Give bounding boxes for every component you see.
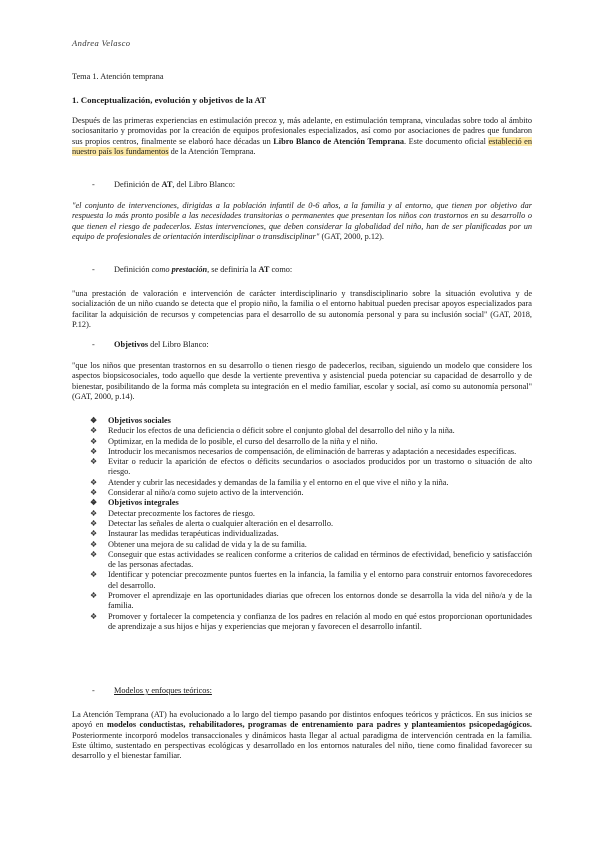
dash-bullet: - <box>92 340 95 349</box>
integral-objectives-title: ❖ Objetivos integrales <box>90 498 532 508</box>
models-heading: - Modelos y enfoques teóricos: <box>92 686 212 695</box>
author-header: Andrea Velasco <box>72 38 131 48</box>
objectives-bullets <box>90 416 532 632</box>
list-item: ❖ Atender y cubrir las necesidades y demandas de la familia y el entorno en el que vive el niño y la niña. <box>90 478 532 488</box>
highlighted-text: estableció en nuestro país los fundamentos <box>72 136 533 156</box>
list-item: ❖ Introducir los mecanismos necesarios de compensación, de eliminación de barreras y adaptación a necesidades específicas. <box>90 447 532 457</box>
list-item: ❖ Detectar las señales de alerta o cualquier alteración en el desarrollo. <box>90 519 532 529</box>
list-item: ❖ Instaurar las medidas terapéuticas individualizadas. <box>90 529 532 539</box>
social-objectives-title: ❖ Objetivos sociales <box>90 416 532 426</box>
list-item: ❖ Promover y fortalecer la competencia y confianza de los padres en relación al modo en qué estos proporcionan oportunidades de aprendizaje a sus hijos e hijas y experiencias que mejoran y favorecen el desarrollo infantil. <box>90 612 532 633</box>
list-item: ❖ Optimizar, en la medida de lo posible, el curso del desarrollo de la niña y el niño. <box>90 437 532 447</box>
topic-title: Tema 1. Atención temprana <box>72 72 164 81</box>
list-item: ❖ Evitar o reducir la aparición de efectos o déficits secundarios o asociados producidos por un trastorno o situación de alto riesgo. <box>90 457 532 478</box>
objectives-list <box>90 416 532 632</box>
list-item: ❖ Reducir los efectos de una deficiencia o déficit sobre el conjunto global del desarrollo del niño y la niña. <box>90 426 532 436</box>
list-item: ❖ Obtener una mejora de su calidad de vida y la de su familia. <box>90 540 532 550</box>
quote-objectives: "que los niños que presentan trastornos en su desarrollo o tienen riesgo de padecerlos, reciban, siguiendo un modelo que considere los aspectos biopsicosociales, todo aquello que desde la vertiente preventiva y asistencial pueda potenciar su capacidad de desarrollo y de bienestar, posibilitando de la forma más completa su integración en el medio familiar, escolar y social, así como su autonomía personal" (GAT, 2000, p.14). <box>72 361 532 401</box>
quote-definition-at: "el conjunto de intervenciones, dirigidas a la población infantil de 0-6 años, a la familia y al entorno, que tienen por objetivo dar respuesta lo más pronto posible a las necesidades transitorias o permanentes que presentan los niños con trastornos en su desarrollo o que tienen el riesgo de padecerlos. Estas intervenciones, que deben considerar la globalidad del niño, han de ser planificadas por un equipo de profesionales de orientación interdisciplinar o transdisciplinar" (GAT, 2000, p.12). <box>72 201 532 241</box>
models-paragraph: La Atención Temprana (AT) ha evolucionado a lo largo del tiempo pasando por distintos enfoques teóricos y prácticos. En sus inicios se apoyó en modelos conductistas, rehabilitadores, programas de entrenamiento para padres y planteamientos psicopedagógicos. Posteriormente incorporó modelos transaccionales y dinámicos hasta llegar al actual paradigma de intervención centrada en la familia. Este último, sustentado en perspectivas ecológicas y desarrollado en los entornos naturales del niño, tiene como finalidad favorecer su desarrollo y el bienestar familiar. <box>72 710 532 761</box>
list-item: ❖ Promover el aprendizaje en las oportunidades diarias que ofrecen los entornos donde se desarrolla la vida del niño/a y de la familia. <box>90 591 532 612</box>
list-item: ❖ Detectar precozmente los factores de riesgo. <box>90 509 532 519</box>
definition-at-heading: - Definición de AT, del Libro Blanco: <box>92 180 236 189</box>
list-item: ❖ Considerar al niño/a como sujeto activo de la intervención. <box>90 488 532 498</box>
intro-paragraph: Después de las primeras experiencias en estimulación precoz y, más adelante, en estimulación temprana, vinculadas sobre todo al ámbito sociosanitario y promovidas por la creación de equipos profesionales especializados, así como por asociaciones de padres que fundaron sus propios centros, finalmente se elaboró hace décadas un Libro Blanco de Atención Temprana. Este documento oficial estableció en nuestro país los fundamentos de la Atención Temprana. <box>72 116 533 156</box>
dash-bullet: - <box>92 180 95 189</box>
objectives-heading: - Objetivos del Libro Blanco: <box>92 340 209 349</box>
quote-prestacion: "una prestación de valoración e intervención de carácter interdisciplinario y transdisciplinario sobre la situación evolutiva y de socialización de un niño cuando se detecta que el propio niño, la familia o el entorno habitual pueden precisar apoyos especializados para facilitar la adquisición de recursos y competencias para el desarrollo de su autonomía personal y para su inclusión social" (GAT, 2018, P.12). <box>72 289 532 329</box>
definition-prestacion-heading: - Definición como prestación, se definiría la AT como: <box>92 265 293 274</box>
models-bold: modelos conductistas, rehabilitadores, programas de entrenamiento para padres y planteamientos psicopedagógicos. <box>107 720 532 730</box>
list-item: ❖ Conseguir que estas actividades se realicen conforme a criterios de calidad en términos de efectividad, beneficio y satisfacción de las personas afectadas. <box>90 550 532 571</box>
dash-bullet: - <box>92 265 95 274</box>
dash-bullet: - <box>92 686 95 695</box>
section-title: 1. Conceptualización, evolución y objetivos de la AT <box>72 95 267 105</box>
list-item: ❖ Identificar y potenciar precozmente puntos fuertes en la infancia, la familia y el entorno para construir entornos favorecedores del desarrollo. <box>90 570 532 591</box>
intro-bold: Libro Blanco de Atención Temprana <box>273 136 404 146</box>
